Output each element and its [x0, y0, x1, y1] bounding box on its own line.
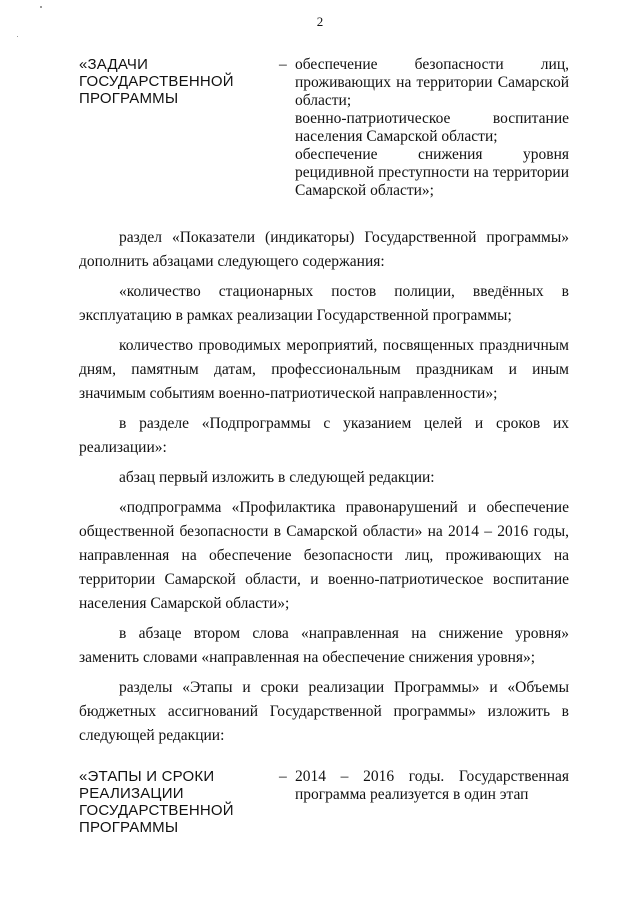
tasks-content: [295, 56, 569, 200]
stages-passport-row: [79, 768, 569, 836]
paragraph: в абзаце втором слова «направленная на снижение уровня» заменить словами «направленная на обеспечение снижения уровня»;: [79, 625, 569, 666]
stages-content: [295, 768, 569, 836]
paragraph: «количество стационарных постов полиции, введённых в эксплуатацию в рамках реализации Государственной программы;: [79, 283, 569, 324]
paragraph: в разделе «Подпрограммы с указанием целей и сроков их реализации»:: [79, 415, 569, 456]
page-number: 2: [316, 14, 324, 29]
paragraph: раздел «Показатели (индикаторы) Государственной программы» дополнить абзацами следующего содержания:: [79, 229, 569, 270]
paragraph: количество проводимых мероприятий, посвященных праздничным дням, памятным датам, профессиональным праздникам и иным значимым событиям военно-патриотической направленности»;: [79, 337, 569, 402]
paragraph: абзац первый изложить в следующей редакции:: [119, 469, 435, 486]
paragraph: разделы «Этапы и сроки реализации Программы» и «Объемы бюджетных ассигнований Государственной программы» изложить в следующей редакции:: [79, 679, 569, 744]
tasks-entry: военно-патриотическое воспитание населения Самарской области;: [295, 110, 569, 145]
tasks-entry: обеспечение снижения уровня рецидивной преступности на территории Самарской области»;: [295, 146, 569, 199]
stages-entry: 2014 – 2016 годы. Государственная программа реализуется в один этап: [295, 768, 569, 803]
tasks-dash: –: [279, 56, 287, 73]
stages-label: «ЭТАПЫ И СРОКИ РЕАЛИЗАЦИИ ГОСУДАРСТВЕННОЙ ПРОГРАММЫ: [79, 768, 234, 836]
scan-mark: [40, 6, 42, 8]
paragraph: «подпрограмма «Профилактика правонарушений и обеспечение общественной безопасности в Самарской области» на 2014 – 2016 годы, направленная на обеспечение безопасности лиц, проживающих на территории Самарской области, и военно-патриотическое воспитание населения Самарской области»;: [79, 499, 569, 612]
stages-dash: –: [279, 768, 287, 785]
document-body: [79, 226, 569, 754]
scan-mark: [17, 36, 18, 37]
tasks-label: «ЗАДАЧИ ГОСУДАРСТВЕННОЙ ПРОГРАММЫ: [79, 56, 234, 107]
tasks-entry: обеспечение безопасности лиц, проживающих на территории Самарской области;: [295, 56, 569, 109]
tasks-passport-row: [79, 56, 569, 200]
